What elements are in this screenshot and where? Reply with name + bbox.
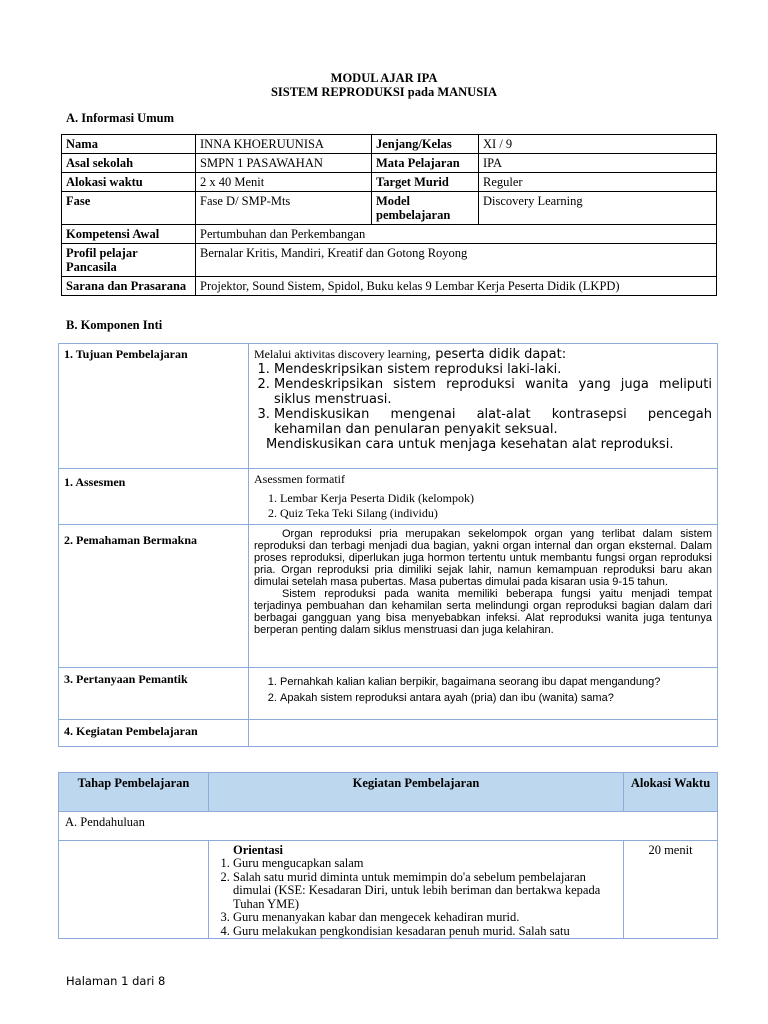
- info-value: Reguler: [479, 173, 717, 192]
- header-kegiatan: Kegiatan Pembelajaran: [209, 773, 624, 812]
- pertanyaan-item: 1. Pernahkah kalian kalian berpikir, bagaimana seorang ibu dapat mengandung?: [280, 674, 712, 690]
- info-value: Discovery Learning: [479, 192, 717, 225]
- asesmen-item: 2. Quiz Teka Teki Silang (individu): [280, 506, 712, 521]
- tujuan-row: [59, 344, 718, 469]
- tujuan-content: [249, 344, 718, 469]
- info-label: Jenjang/Kelas: [372, 135, 479, 154]
- info-wide-value: Bernalar Kritis, Mandiri, Kreatif dan Gotong Royong: [196, 244, 717, 277]
- kegiatan-table: [58, 772, 718, 939]
- kegiatan-label: 4. Kegiatan Pembelajaran: [59, 720, 249, 747]
- section-a-heading: A. Informasi Umum: [66, 111, 174, 125]
- komponen-inti-table: [58, 343, 718, 747]
- tujuan-intro: Melalui aktivitas discovery learning: [254, 347, 427, 361]
- pemahaman-content: [249, 525, 718, 668]
- info-wide-value: Pertumbuhan dan Perkembangan: [196, 225, 717, 244]
- pendahuluan-row: [59, 812, 718, 841]
- orientasi-item: 3. Guru menanyakan kabar dan mengecek kehadiran murid.: [233, 911, 619, 925]
- info-wide-row: [62, 277, 717, 296]
- asesmen-content: [249, 469, 718, 525]
- pendahuluan-label: A. Pendahuluan: [59, 812, 718, 841]
- info-label: Model pembelajaran: [372, 192, 479, 225]
- tujuan-intro-tail: , peserta didik dapat:: [426, 347, 567, 362]
- doc-title-line2: SISTEM REPRODUKSI pada MANUSIA: [270, 85, 498, 99]
- pemahaman-label: 2. Pemahaman Bermakna: [59, 525, 249, 668]
- pemahaman-paragraph-2: Sistem reproduksi pada wanita memiliki beberapa fungsi yaitu menjadi tempat terjadinya pembuahan dan kehamilan serta melindungi organ reproduksi bagian dalam dari berbagai gangguan yang bisa menyebabkan infeksi. Alat reproduksi wanita juga tentunya berperan penting dalam siklus menstruasi dan juga kelahiran.: [254, 588, 712, 636]
- pertanyaan-list: [254, 674, 712, 706]
- asesmen-label: 1. Assesmen: [59, 469, 249, 525]
- info-label: Mata Pelajaran: [372, 154, 479, 173]
- header-tahap: Tahap Pembelajaran: [59, 773, 209, 812]
- info-row: [62, 192, 717, 225]
- asesmen-list: [254, 491, 712, 521]
- orientasi-item: 4. Guru melakukan pengkondisian kesadaran penuh murid. Salah satu: [233, 925, 619, 939]
- orientasi-time: 20 menit: [624, 841, 718, 939]
- info-value: Fase D/ SMP-Mts: [196, 192, 372, 225]
- pertanyaan-label: 3. Pertanyaan Pemantik: [59, 668, 249, 720]
- orientasi-item: 1. Guru mengucapkan salam: [233, 857, 619, 871]
- header-alokasi: Alokasi Waktu: [624, 773, 718, 812]
- asesmen-row: [59, 469, 718, 525]
- pemahaman-paragraph-1: Organ reproduksi pria merupakan sekelompok organ yang terlibat dalam sistem reproduksi dan terbagi menjadi dua bagian, yakni organ internal dan organ eksternal. Dalam proses reproduksi, diperlukan juga hormon tertentu untuk membantu fungsi organ reproduksi pria. Organ reproduksi pria dimiliki sejak lahir, namun kemampuan reproduksi baru akan dimulai setelah masa pubertas. Masa pubertas dimulai pada kisaran usia 9-15 tahun.: [254, 528, 712, 588]
- orientasi-stage-cell: [59, 841, 209, 939]
- info-value: XI / 9: [479, 135, 717, 154]
- tujuan-item: 2. Mendeskripsikan sistem reproduksi wanita yang juga meliputi siklus menstruasi.: [274, 377, 712, 407]
- orientasi-heading: Orientasi: [233, 843, 283, 857]
- kegiatan-header-row: [59, 773, 718, 812]
- informasi-umum-table: [61, 134, 717, 296]
- orientasi-item: 2. Salah satu murid diminta untuk memimpin do'a sebelum pembelajaran dimulai (KSE: Kesadaran Diri, untuk lebih beriman dan bertakwa kepada Tuhan YME): [233, 871, 619, 912]
- info-wide-row: [62, 225, 717, 244]
- info-label: Nama: [62, 135, 196, 154]
- asesmen-heading: Asessmen formatif: [254, 472, 345, 486]
- pertanyaan-content: [249, 668, 718, 720]
- kegiatan-row: [59, 720, 718, 747]
- info-wide-label: Sarana dan Prasarana: [62, 277, 196, 296]
- info-value: SMPN 1 PASAWAHAN: [196, 154, 372, 173]
- info-row: [62, 135, 717, 154]
- orientasi-list: [213, 857, 619, 938]
- info-label: Target Murid: [372, 173, 479, 192]
- pemahaman-row: [59, 525, 718, 668]
- asesmen-item: 1. Lembar Kerja Peserta Didik (kelompok): [280, 491, 712, 506]
- info-label: Fase: [62, 192, 196, 225]
- info-label: Alokasi waktu: [62, 173, 196, 192]
- orientasi-content: [209, 841, 624, 939]
- tujuan-item: 3. Mendiskusikan mengenai alat-alat kontrasepsi pencegah kehamilan dan penularan penyakit seksual.: [274, 407, 712, 437]
- page-footer: Halaman 1 dari 8: [66, 974, 166, 988]
- tujuan-label: 1. Tujuan Pembelajaran: [59, 344, 249, 469]
- section-b-heading: B. Komponen Inti: [66, 318, 163, 332]
- info-value: INNA KHOERUUNISA: [196, 135, 372, 154]
- doc-title-line1: MODUL AJAR IPA: [330, 71, 438, 85]
- info-wide-label: Profil pelajar Pancasila: [62, 244, 196, 277]
- tujuan-extra: Mendiskusikan cara untuk menjaga kesehatan alat reproduksi.: [266, 437, 674, 452]
- info-wide-row: [62, 244, 717, 277]
- info-wide-label: Kompetensi Awal: [62, 225, 196, 244]
- kegiatan-empty-cell: [249, 720, 718, 747]
- info-row: [62, 154, 717, 173]
- pertanyaan-row: [59, 668, 718, 720]
- pertanyaan-item: 2. Apakah sistem reproduksi antara ayah (pria) dan ibu (wanita) sama?: [280, 690, 712, 706]
- info-value: IPA: [479, 154, 717, 173]
- info-value: 2 x 40 Menit: [196, 173, 372, 192]
- info-wide-value: Projektor, Sound Sistem, Spidol, Buku kelas 9 Lembar Kerja Peserta Didik (LKPD): [196, 277, 717, 296]
- info-label: Asal sekolah: [62, 154, 196, 173]
- orientasi-row: [59, 841, 718, 939]
- tujuan-item: 1. Mendeskripsikan sistem reproduksi laki-laki.: [274, 362, 712, 377]
- tujuan-list: [254, 362, 712, 437]
- info-row: [62, 173, 717, 192]
